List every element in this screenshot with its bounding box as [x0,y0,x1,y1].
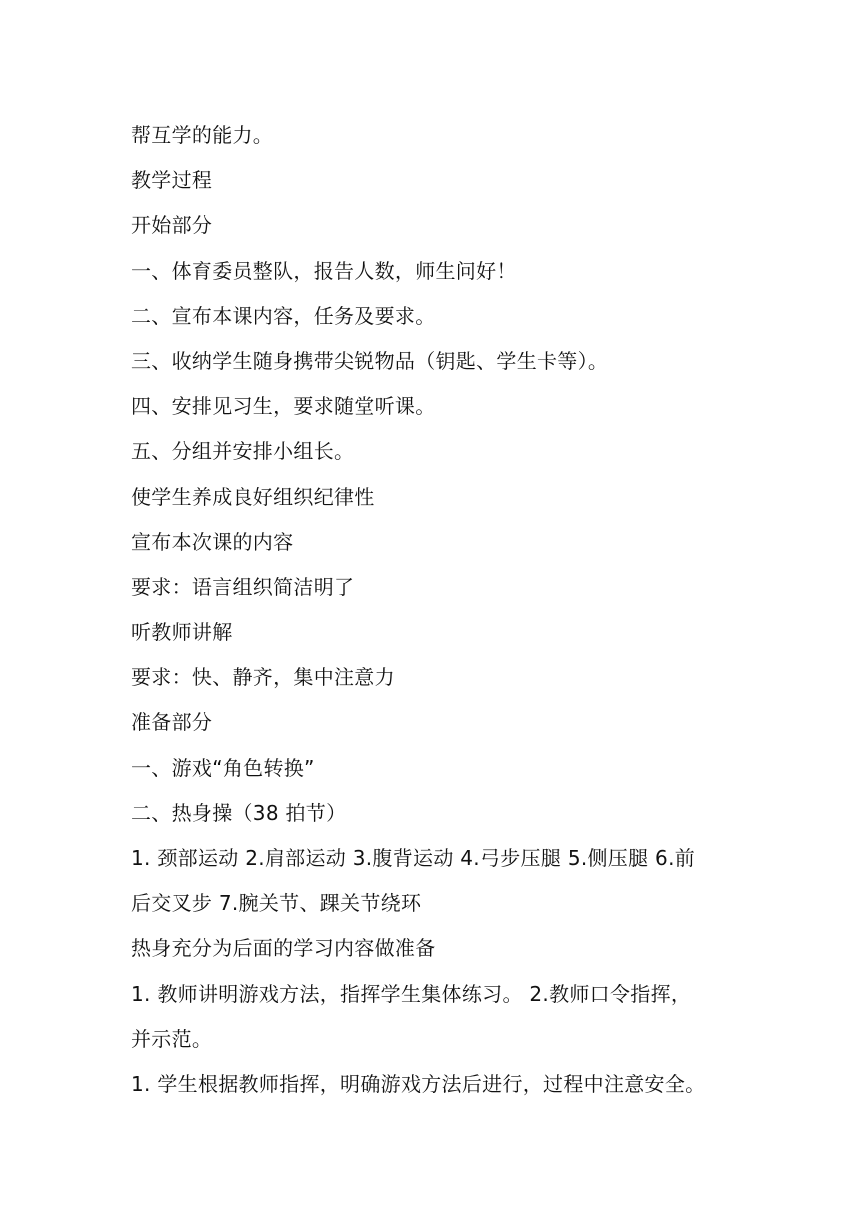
text-line: 二、宣布本课内容，任务及要求。 [131,303,436,328]
section-heading: 开始部分 [131,213,213,238]
text-line: 1. 学生根据教师指挥，明确游戏方法后进行，过程中注意安全。 [131,1071,706,1096]
text-line: 一、游戏“角色转换” [131,755,315,780]
text-line: 听教师讲解 [131,620,233,645]
document-body [131,113,743,1107]
text-line: 一、体育委员整队，报告人数，师生问好！ [131,258,517,283]
text-line: 二、热身操（38 拍节） [131,800,347,825]
text-line: 三、收纳学生随身携带尖锐物品（钥匙、学生卡等）。 [131,348,609,373]
text-line: 使学生养成良好组织纪律性 [131,484,375,509]
text-line: 五、分组并安排小组长。 [131,439,355,464]
text-line: 1. 颈部运动 2.肩部运动 3.腹背运动 4.弓步压腿 5.侧压腿 6.前 [131,846,696,870]
section-heading: 准备部分 [131,710,213,735]
text-line: 并示范。 [131,1026,213,1051]
text-line: 帮互学的能力。 [131,123,274,147]
text-line: 后交叉步 7.腕关节、踝关节绕环 [131,891,422,916]
text-line: 要求：快、静齐，集中注意力 [131,665,395,690]
text-line: 热身充分为后面的学习内容做准备 [131,936,436,961]
text-line: 宣布本次课的内容 [131,529,294,554]
section-heading: 教学过程 [131,168,213,193]
text-line: 四、安排见习生，要求随堂听课。 [131,394,436,419]
text-line: 要求：语言组织简洁明了 [131,574,355,599]
text-line: 1. 教师讲明游戏方法，指挥学生集体练习。 2.教师口令指挥， [131,981,692,1006]
